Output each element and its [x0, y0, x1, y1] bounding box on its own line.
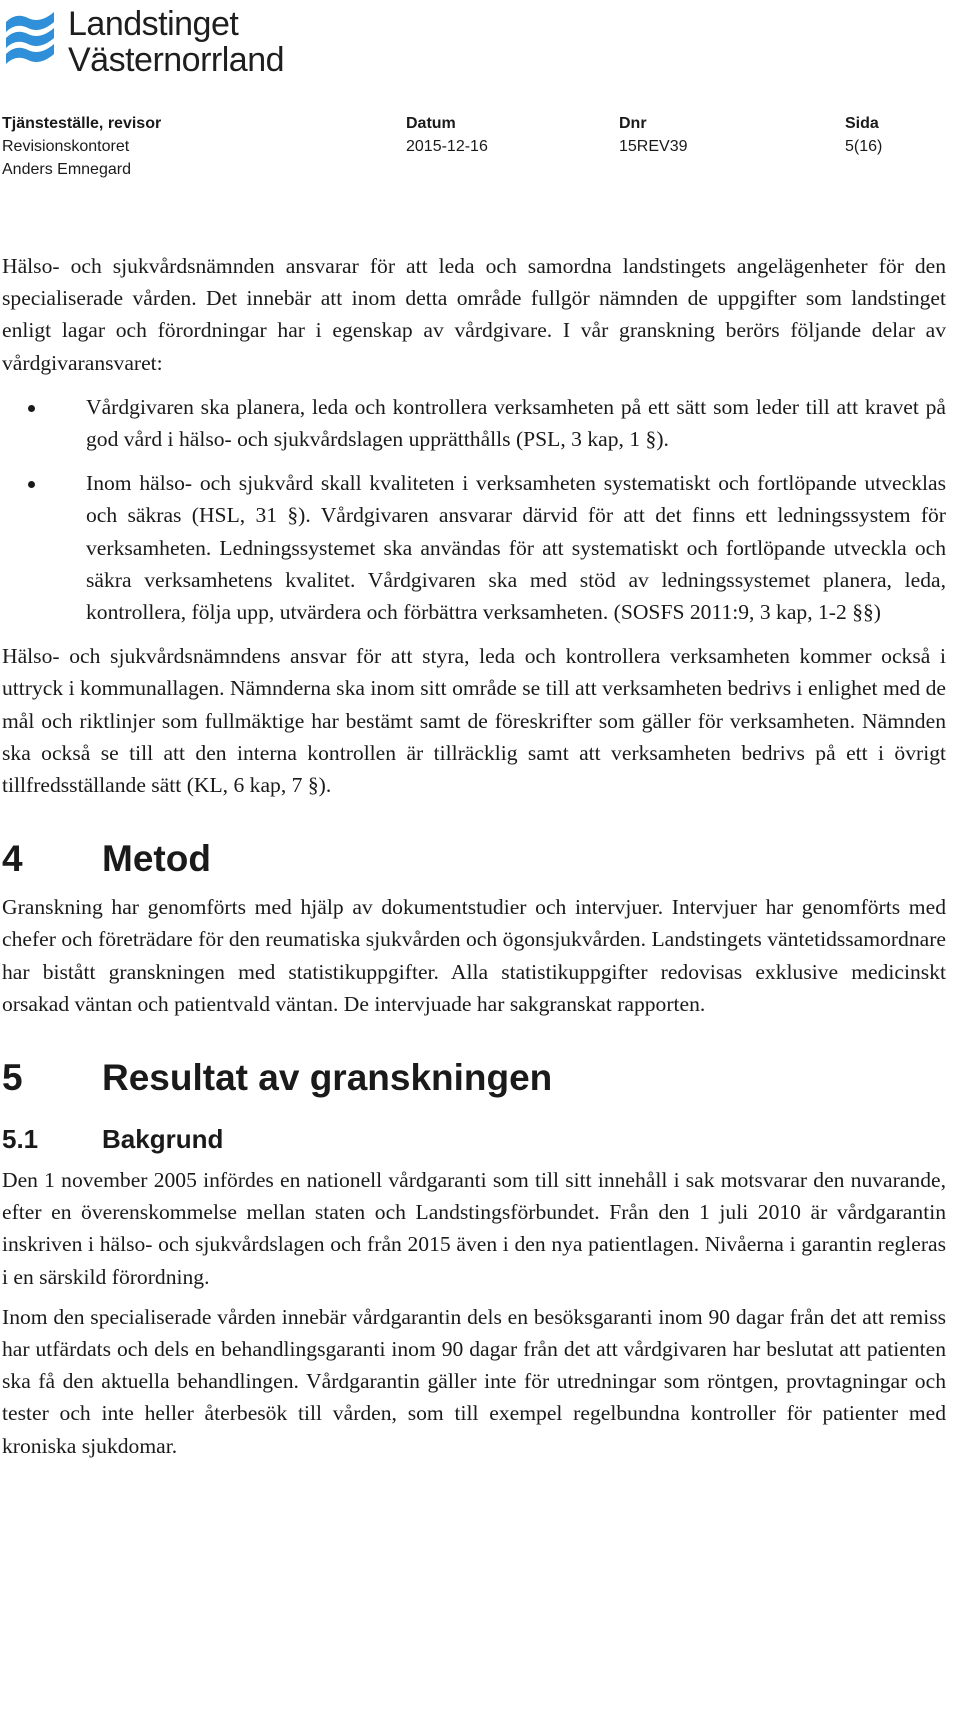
section-heading-4 — [2, 837, 946, 881]
bullet-icon — [28, 481, 35, 488]
subsection-heading-5-1 — [2, 1122, 946, 1156]
paragraph: Granskning har genomförts med hjälp av dokumentstudier och intervjuer. Intervjuer har genomförts med chefer och företrädare för den reumatiska sjukvården och ögonsjukvården. Landstingets väntetidssamordnare har bistått granskningen med statistikuppgifter. Alla statistikuppgifter redovisas exklusive medicinskt orsakad väntan och patientvald väntan. De intervjuade har sakgranskat rapporten. — [2, 895, 946, 1016]
meta-value: Anders Emnegard — [2, 161, 131, 178]
meta-label: Sida — [845, 115, 879, 132]
section-number: 5.1 — [2, 1124, 39, 1155]
document-body — [2, 250, 946, 1462]
paragraph: Inom den specialiserade vården innebär vårdgarantin dels en besöksgaranti inom 90 dagar från det att remiss har utfärdats och dels en behandlingsgaranti inom 90 dagar från det att vårdgivaren har beslutat att patienten ska få den aktuella behandlingen. Vårdgarantin gäller inte för utredningar som röntgen, provtagningar och tester och inte heller återbesök till vården, som till exempel regelbundna kontroller för patienter med kroniska sjukdomar. — [2, 1304, 946, 1458]
section-heading-5 — [2, 1056, 946, 1100]
meta-col-page — [845, 112, 882, 158]
lvn-waves-logo-icon — [2, 8, 58, 74]
logo-line-2: Västernorrland — [68, 41, 285, 79]
meta-label: Dnr — [619, 115, 647, 132]
section-title: Resultat av granskningen — [102, 1057, 553, 1099]
logo-wordmark — [68, 6, 284, 78]
section-title: Bakgrund — [102, 1124, 224, 1155]
meta-label: Tjänsteställe, revisor — [2, 115, 162, 132]
paragraph: Hälso- och sjukvårdsnämndens ansvar för att styra, leda och kontrollera verksamheten kommer också i uttryck i kommunallagen. Nämnderna ska inom sitt område se till att verksamheten bedrivs i enlighet med de mål och riktlinjer som fullmäktige har bestämt samt de föreskrifter som gäller för verksamheten. Nämnden ska också se till att den interna kontrollen är tillräcklig samt att verksamheten bedrivs på ett i övrigt tillfredsställande sätt (KL, 6 kap, 7 §). — [2, 644, 946, 798]
list-item-text: Inom hälso- och sjukvård skall kvaliteten i verksamheten systematiskt och fortlöpande utvecklas och säkras (HSL, 31 §). Vårdgivaren ansvarar därvid för att det finns ett ledningssystem för verksamheten. Ledningssystemet ska användas för att systematiskt och fortlöpande utveckla och säkra verksamhetens kvalitet. Vårdgivaren ska med stöd av ledningssystemet planera, leda, kontrollera, följa upp, utvärdera och förbättra verksamheten. (SOSFS 2011:9, 3 kap, 1-2 §§) — [86, 471, 946, 625]
meta-col-dnr — [619, 112, 688, 158]
bullet-list — [2, 391, 946, 628]
section-title: Metod — [102, 838, 211, 880]
intro-paragraph: Hälso- och sjukvårdsnämnden ansvarar för att leda och samordna landstingets angelägenheter för den specialiserade vården. Det innebär att inom detta område fullgör nämnden de uppgifter som landstinget enligt lagar och förordningar har i egenskap av vårdgivare. I vår granskning berörs följande delar av vårdgivaransvaret: — [2, 254, 946, 375]
list-item — [2, 391, 946, 455]
meta-value: 5(16) — [845, 138, 883, 155]
list-item — [2, 467, 946, 628]
meta-value: Revisionskontoret — [2, 138, 130, 155]
meta-value: 15REV39 — [619, 138, 688, 155]
section-number: 5 — [2, 1057, 23, 1099]
meta-label: Datum — [406, 115, 456, 132]
meta-col-office — [2, 112, 161, 181]
list-item-text: Vårdgivaren ska planera, leda och kontrollera verksamheten på ett sätt som leder till att kravet på god vård i hälso- och sjukvårdslagen upprätthålls (PSL, 3 kap, 1 §). — [86, 394, 946, 452]
logo-line-1: Landstinget — [68, 5, 239, 43]
paragraph: Den 1 november 2005 infördes en nationell vårdgaranti som till sitt innehåll i sak motsvarar den nuvarande, efter en överenskommelse mellan staten och Landstingsförbundet. Från den 1 juli 2010 är vårdgarantin inskriven i hälso- och sjukvårdslagen och från 2015 även i den nya patientlagen. Nivåerna i garantin regleras i en särskild förordning. — [2, 1168, 946, 1289]
meta-value: 2015-12-16 — [406, 138, 488, 155]
meta-col-date — [406, 112, 488, 158]
section-number: 4 — [2, 838, 23, 880]
bullet-icon — [28, 405, 35, 412]
